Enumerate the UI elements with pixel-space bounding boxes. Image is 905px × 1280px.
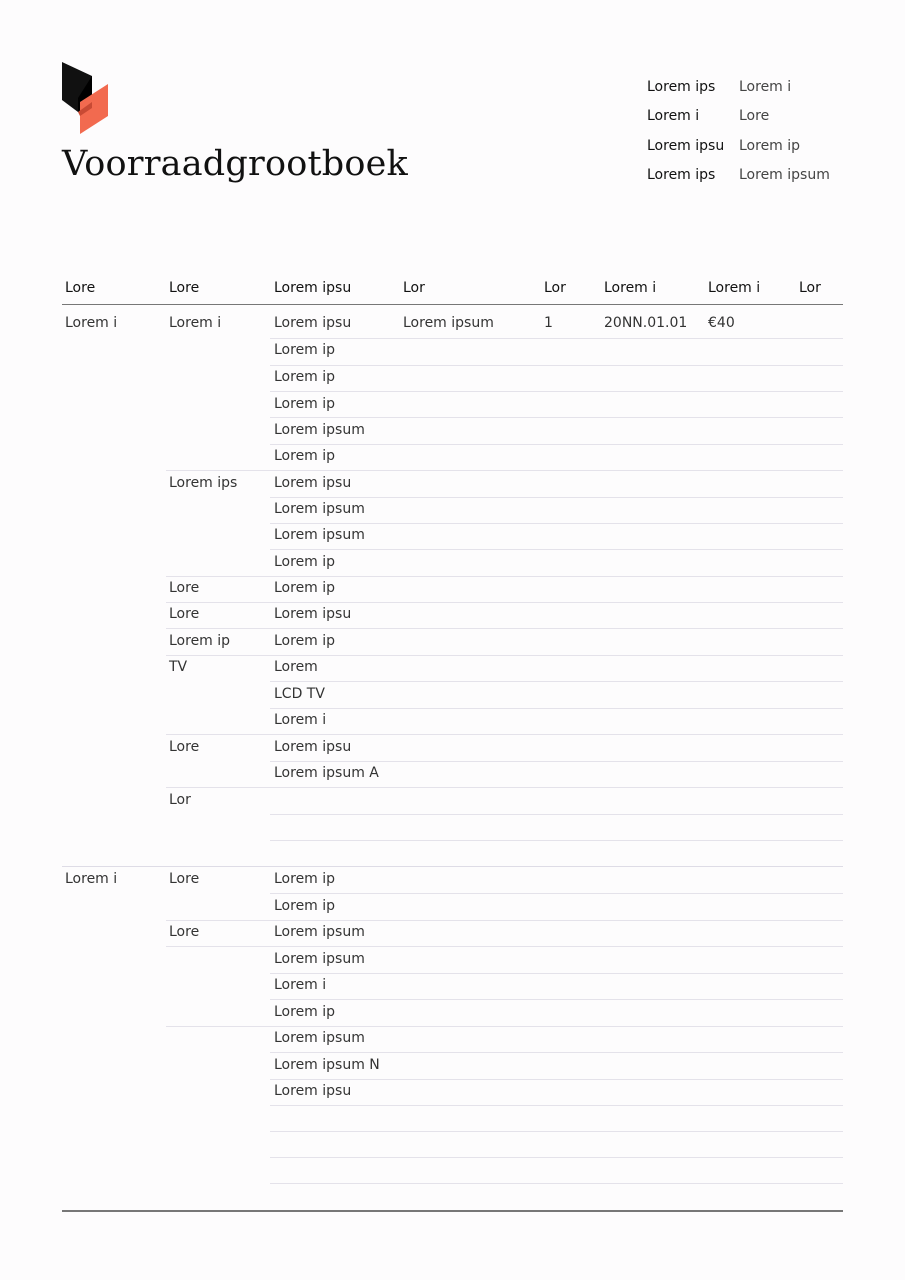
item-name: Lorem ipsum: [274, 951, 365, 967]
table-cell: €40: [708, 315, 735, 331]
column-header: Lorem i: [708, 280, 761, 296]
meta-key: Lorem ipsu: [647, 137, 725, 154]
item-name: Lorem ip: [274, 554, 336, 570]
item-name: LCD TV: [274, 686, 325, 702]
item-name: Lorem ipsum: [274, 1030, 365, 1046]
subgroup-label: Lor: [169, 792, 191, 808]
item-name: Lorem ipsum: [274, 924, 365, 940]
meta-row: [647, 102, 830, 132]
meta-value: Lorem ipsum: [739, 167, 830, 184]
table-cell: Lorem ipsum: [403, 315, 494, 331]
table-cell: 1: [544, 315, 553, 331]
subgroup-label: TV: [169, 659, 188, 675]
table-bottom-rule: [62, 1210, 843, 1212]
item-name: Lorem ipsum A: [274, 765, 379, 781]
column-header: Lor: [799, 280, 821, 296]
subgroup-label: Lore: [169, 871, 200, 887]
meta-row: [647, 72, 830, 102]
item-name: Lorem i: [274, 977, 327, 993]
meta-row: [647, 161, 830, 191]
subgroup-label: Lorem ips: [169, 475, 238, 491]
column-header: Lor: [544, 280, 566, 296]
table-cell: 20NN.01.01: [604, 315, 688, 331]
item-name: Lorem ip: [274, 580, 336, 596]
item-name: Lorem ip: [274, 898, 336, 914]
meta-key: Lorem ips: [647, 167, 716, 184]
subgroup-label: Lore: [169, 924, 200, 940]
subgroup-label: Lore: [169, 739, 200, 755]
meta-value: Lorem ip: [739, 137, 801, 154]
column-header: Lor: [403, 280, 425, 296]
item-name: Lorem i: [274, 712, 327, 728]
group-label: Lorem i: [65, 315, 118, 331]
item-name: Lorem ip: [274, 342, 336, 358]
meta-row: [647, 131, 830, 161]
item-name: Lorem ip: [274, 396, 336, 412]
subgroup-label: Lorem ip: [169, 633, 231, 649]
subgroup-label: Lorem i: [169, 315, 222, 331]
meta-key: Lorem ips: [647, 78, 716, 95]
group-label: Lorem i: [65, 871, 118, 887]
meta-value: Lorem i: [739, 78, 792, 95]
column-header: Lorem ipsu: [274, 280, 352, 296]
column-header: Lorem i: [604, 280, 657, 296]
item-name: Lorem ipsu: [274, 315, 352, 331]
column-header: Lore: [65, 280, 96, 296]
item-name: Lorem ip: [274, 1004, 336, 1020]
table-header: [62, 277, 843, 305]
item-name: Lorem: [274, 659, 318, 675]
subgroup-label: Lore: [169, 606, 200, 622]
item-name: Lorem ip: [274, 633, 336, 649]
meta-key: Lorem i: [647, 108, 700, 125]
page-title: Voorraadgrootboek: [62, 144, 408, 184]
item-name: Lorem ipsu: [274, 606, 352, 622]
item-name: Lorem ipsu: [274, 1083, 352, 1099]
company-logo: [62, 62, 110, 134]
subgroup-label: Lore: [169, 580, 200, 596]
item-name: Lorem ipsum N: [274, 1057, 380, 1073]
item-name: Lorem ip: [274, 448, 336, 464]
item-name: Lorem ipsum: [274, 527, 365, 543]
item-name: Lorem ipsum: [274, 501, 365, 517]
item-name: Lorem ipsu: [274, 739, 352, 755]
column-header: Lore: [169, 280, 200, 296]
item-name: Lorem ip: [274, 369, 336, 385]
meta-value: Lore: [739, 108, 770, 125]
item-name: Lorem ipsu: [274, 475, 352, 491]
document-meta: [647, 72, 830, 190]
item-name: Lorem ip: [274, 871, 336, 887]
item-name: Lorem ipsum: [274, 422, 365, 438]
